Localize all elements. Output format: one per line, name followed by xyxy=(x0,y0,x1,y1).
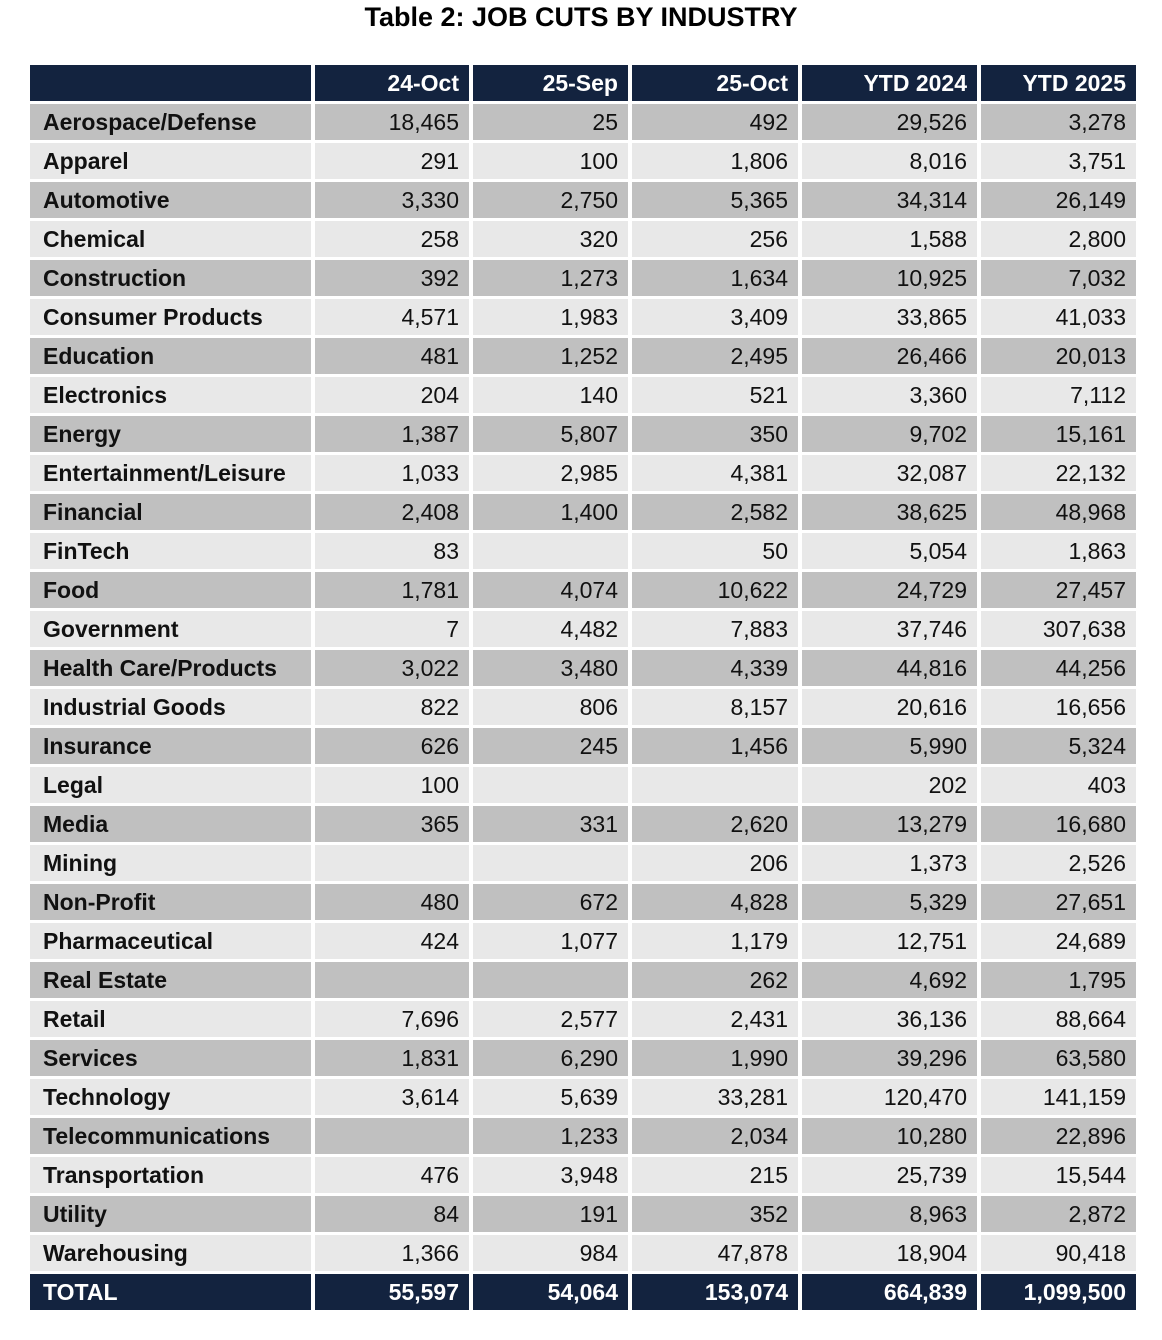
value-cell: 3,948 xyxy=(473,1157,628,1193)
value-cell: 2,034 xyxy=(632,1118,798,1154)
value-cell: 4,339 xyxy=(632,650,798,686)
industry-label: Health Care/Products xyxy=(30,650,311,686)
value-cell: 33,865 xyxy=(802,299,977,335)
industry-label: Utility xyxy=(30,1196,311,1232)
value-cell: 424 xyxy=(315,923,469,959)
value-cell: 44,816 xyxy=(802,650,977,686)
value-cell: 7,883 xyxy=(632,611,798,647)
value-cell: 5,807 xyxy=(473,416,628,452)
industry-label: Services xyxy=(30,1040,311,1076)
value-cell: 4,482 xyxy=(473,611,628,647)
table-row xyxy=(30,182,1136,218)
value-cell: 12,751 xyxy=(802,923,977,959)
value-cell: 215 xyxy=(632,1157,798,1193)
value-cell: 22,896 xyxy=(981,1118,1136,1154)
total-cell: 55,597 xyxy=(315,1274,469,1310)
table-row xyxy=(30,143,1136,179)
table-row xyxy=(30,1079,1136,1115)
value-cell: 24,729 xyxy=(802,572,977,608)
value-cell: 1,233 xyxy=(473,1118,628,1154)
job-cuts-table xyxy=(26,62,1140,1313)
industry-label: Technology xyxy=(30,1079,311,1115)
industry-label: Construction xyxy=(30,260,311,296)
value-cell: 15,161 xyxy=(981,416,1136,452)
table-row xyxy=(30,1118,1136,1154)
value-cell: 822 xyxy=(315,689,469,725)
value-cell: 1,366 xyxy=(315,1235,469,1271)
value-cell: 206 xyxy=(632,845,798,881)
value-cell: 1,373 xyxy=(802,845,977,881)
value-cell: 1,273 xyxy=(473,260,628,296)
table-row xyxy=(30,962,1136,998)
value-cell: 20,616 xyxy=(802,689,977,725)
table-row xyxy=(30,1040,1136,1076)
industry-label: Government xyxy=(30,611,311,647)
industry-label: Consumer Products xyxy=(30,299,311,335)
table-row xyxy=(30,767,1136,803)
value-cell: 476 xyxy=(315,1157,469,1193)
value-cell: 2,872 xyxy=(981,1196,1136,1232)
value-cell: 2,495 xyxy=(632,338,798,374)
table-row xyxy=(30,1235,1136,1271)
value-cell: 7,112 xyxy=(981,377,1136,413)
value-cell: 1,863 xyxy=(981,533,1136,569)
industry-label: Education xyxy=(30,338,311,374)
value-cell: 9,702 xyxy=(802,416,977,452)
value-cell: 39,296 xyxy=(802,1040,977,1076)
value-cell: 33,281 xyxy=(632,1079,798,1115)
value-cell: 10,925 xyxy=(802,260,977,296)
value-cell xyxy=(315,1118,469,1154)
table-row xyxy=(30,299,1136,335)
value-cell: 521 xyxy=(632,377,798,413)
table-row xyxy=(30,611,1136,647)
value-cell: 8,016 xyxy=(802,143,977,179)
industry-label: Entertainment/Leisure xyxy=(30,455,311,491)
value-cell: 1,077 xyxy=(473,923,628,959)
value-cell: 191 xyxy=(473,1196,628,1232)
industry-label: Legal xyxy=(30,767,311,803)
value-cell: 25 xyxy=(473,104,628,140)
value-cell: 4,074 xyxy=(473,572,628,608)
value-cell: 1,588 xyxy=(802,221,977,257)
value-cell: 7,696 xyxy=(315,1001,469,1037)
industry-label: Financial xyxy=(30,494,311,530)
value-cell: 204 xyxy=(315,377,469,413)
table-row xyxy=(30,572,1136,608)
column-header-industry xyxy=(30,65,311,101)
value-cell: 1,179 xyxy=(632,923,798,959)
value-cell: 13,279 xyxy=(802,806,977,842)
industry-label: Apparel xyxy=(30,143,311,179)
industry-label: Pharmaceutical xyxy=(30,923,311,959)
value-cell: 2,526 xyxy=(981,845,1136,881)
table-row xyxy=(30,1001,1136,1037)
industry-label: Mining xyxy=(30,845,311,881)
value-cell: 16,680 xyxy=(981,806,1136,842)
value-cell: 1,634 xyxy=(632,260,798,296)
value-cell: 3,330 xyxy=(315,182,469,218)
value-cell: 8,157 xyxy=(632,689,798,725)
value-cell: 18,465 xyxy=(315,104,469,140)
value-cell: 4,571 xyxy=(315,299,469,335)
value-cell: 24,689 xyxy=(981,923,1136,959)
value-cell: 15,544 xyxy=(981,1157,1136,1193)
value-cell: 7,032 xyxy=(981,260,1136,296)
value-cell: 26,466 xyxy=(802,338,977,374)
value-cell: 5,324 xyxy=(981,728,1136,764)
table-row xyxy=(30,1157,1136,1193)
value-cell: 256 xyxy=(632,221,798,257)
value-cell: 10,622 xyxy=(632,572,798,608)
industry-label: Real Estate xyxy=(30,962,311,998)
value-cell xyxy=(315,845,469,881)
value-cell: 32,087 xyxy=(802,455,977,491)
industry-label: Electronics xyxy=(30,377,311,413)
industry-label: Industrial Goods xyxy=(30,689,311,725)
table-body xyxy=(30,104,1136,1271)
table-row xyxy=(30,494,1136,530)
total-label: TOTAL xyxy=(30,1274,311,1310)
value-cell: 5,639 xyxy=(473,1079,628,1115)
value-cell: 34,314 xyxy=(802,182,977,218)
value-cell: 2,582 xyxy=(632,494,798,530)
industry-label: Warehousing xyxy=(30,1235,311,1271)
industry-label: Retail xyxy=(30,1001,311,1037)
value-cell: 3,022 xyxy=(315,650,469,686)
table-row xyxy=(30,104,1136,140)
value-cell: 36,136 xyxy=(802,1001,977,1037)
value-cell: 2,985 xyxy=(473,455,628,491)
total-cell: 153,074 xyxy=(632,1274,798,1310)
industry-label: Aerospace/Defense xyxy=(30,104,311,140)
value-cell: 1,456 xyxy=(632,728,798,764)
value-cell: 480 xyxy=(315,884,469,920)
value-cell: 1,033 xyxy=(315,455,469,491)
value-cell: 2,431 xyxy=(632,1001,798,1037)
value-cell: 5,990 xyxy=(802,728,977,764)
value-cell: 331 xyxy=(473,806,628,842)
value-cell: 141,159 xyxy=(981,1079,1136,1115)
table-row xyxy=(30,455,1136,491)
table-row xyxy=(30,884,1136,920)
table-row xyxy=(30,221,1136,257)
value-cell: 245 xyxy=(473,728,628,764)
value-cell: 27,651 xyxy=(981,884,1136,920)
table-row xyxy=(30,728,1136,764)
value-cell: 352 xyxy=(632,1196,798,1232)
value-cell: 403 xyxy=(981,767,1136,803)
value-cell xyxy=(473,533,628,569)
value-cell: 3,614 xyxy=(315,1079,469,1115)
value-cell: 63,580 xyxy=(981,1040,1136,1076)
value-cell: 37,746 xyxy=(802,611,977,647)
value-cell: 22,132 xyxy=(981,455,1136,491)
value-cell: 47,878 xyxy=(632,1235,798,1271)
value-cell: 6,290 xyxy=(473,1040,628,1076)
table-row xyxy=(30,377,1136,413)
value-cell: 1,781 xyxy=(315,572,469,608)
value-cell: 2,577 xyxy=(473,1001,628,1037)
value-cell: 1,983 xyxy=(473,299,628,335)
column-header-ytd-2024: YTD 2024 xyxy=(802,65,977,101)
value-cell: 2,408 xyxy=(315,494,469,530)
value-cell: 1,387 xyxy=(315,416,469,452)
value-cell: 120,470 xyxy=(802,1079,977,1115)
table-row xyxy=(30,1196,1136,1232)
table-row xyxy=(30,806,1136,842)
value-cell: 25,739 xyxy=(802,1157,977,1193)
value-cell: 1,252 xyxy=(473,338,628,374)
industry-label: Insurance xyxy=(30,728,311,764)
value-cell: 291 xyxy=(315,143,469,179)
table-row xyxy=(30,260,1136,296)
value-cell: 626 xyxy=(315,728,469,764)
value-cell: 5,329 xyxy=(802,884,977,920)
value-cell xyxy=(473,845,628,881)
industry-label: Food xyxy=(30,572,311,608)
header-row xyxy=(30,65,1136,101)
value-cell: 481 xyxy=(315,338,469,374)
value-cell: 1,806 xyxy=(632,143,798,179)
industry-label: Media xyxy=(30,806,311,842)
industry-label: Automotive xyxy=(30,182,311,218)
table-row xyxy=(30,416,1136,452)
value-cell: 100 xyxy=(473,143,628,179)
industry-label: Telecommunications xyxy=(30,1118,311,1154)
value-cell: 8,963 xyxy=(802,1196,977,1232)
value-cell: 38,625 xyxy=(802,494,977,530)
value-cell: 48,968 xyxy=(981,494,1136,530)
value-cell: 1,990 xyxy=(632,1040,798,1076)
value-cell: 492 xyxy=(632,104,798,140)
value-cell: 4,692 xyxy=(802,962,977,998)
value-cell xyxy=(473,767,628,803)
value-cell: 26,149 xyxy=(981,182,1136,218)
value-cell: 4,381 xyxy=(632,455,798,491)
value-cell: 83 xyxy=(315,533,469,569)
value-cell: 50 xyxy=(632,533,798,569)
industry-label: Energy xyxy=(30,416,311,452)
table-row xyxy=(30,338,1136,374)
value-cell: 5,054 xyxy=(802,533,977,569)
value-cell: 307,638 xyxy=(981,611,1136,647)
industry-label: FinTech xyxy=(30,533,311,569)
value-cell: 2,750 xyxy=(473,182,628,218)
value-cell: 806 xyxy=(473,689,628,725)
value-cell: 88,664 xyxy=(981,1001,1136,1037)
value-cell: 16,656 xyxy=(981,689,1136,725)
table-row xyxy=(30,533,1136,569)
total-cell: 664,839 xyxy=(802,1274,977,1310)
column-header-25-oct: 25-Oct xyxy=(632,65,798,101)
total-row xyxy=(30,1274,1136,1310)
value-cell: 320 xyxy=(473,221,628,257)
value-cell: 44,256 xyxy=(981,650,1136,686)
value-cell xyxy=(473,962,628,998)
value-cell: 3,409 xyxy=(632,299,798,335)
value-cell xyxy=(632,767,798,803)
value-cell: 672 xyxy=(473,884,628,920)
value-cell: 1,795 xyxy=(981,962,1136,998)
value-cell: 258 xyxy=(315,221,469,257)
value-cell: 984 xyxy=(473,1235,628,1271)
column-header-ytd-2025: YTD 2025 xyxy=(981,65,1136,101)
value-cell: 1,400 xyxy=(473,494,628,530)
total-cell: 54,064 xyxy=(473,1274,628,1310)
value-cell: 41,033 xyxy=(981,299,1136,335)
value-cell: 3,480 xyxy=(473,650,628,686)
value-cell: 350 xyxy=(632,416,798,452)
column-header-25-sep: 25-Sep xyxy=(473,65,628,101)
value-cell: 262 xyxy=(632,962,798,998)
value-cell: 2,620 xyxy=(632,806,798,842)
industry-label: Transportation xyxy=(30,1157,311,1193)
table-row xyxy=(30,650,1136,686)
value-cell: 392 xyxy=(315,260,469,296)
value-cell xyxy=(315,962,469,998)
value-cell: 29,526 xyxy=(802,104,977,140)
table-row xyxy=(30,689,1136,725)
value-cell: 20,013 xyxy=(981,338,1136,374)
value-cell: 84 xyxy=(315,1196,469,1232)
total-cell: 1,099,500 xyxy=(981,1274,1136,1310)
value-cell: 202 xyxy=(802,767,977,803)
value-cell: 3,360 xyxy=(802,377,977,413)
value-cell: 3,751 xyxy=(981,143,1136,179)
value-cell: 10,280 xyxy=(802,1118,977,1154)
value-cell: 5,365 xyxy=(632,182,798,218)
value-cell: 90,418 xyxy=(981,1235,1136,1271)
value-cell: 140 xyxy=(473,377,628,413)
table-row xyxy=(30,923,1136,959)
column-header-24-oct: 24-Oct xyxy=(315,65,469,101)
value-cell: 18,904 xyxy=(802,1235,977,1271)
value-cell: 100 xyxy=(315,767,469,803)
table-row xyxy=(30,845,1136,881)
value-cell: 7 xyxy=(315,611,469,647)
value-cell: 3,278 xyxy=(981,104,1136,140)
value-cell: 1,831 xyxy=(315,1040,469,1076)
value-cell: 365 xyxy=(315,806,469,842)
industry-label: Non-Profit xyxy=(30,884,311,920)
value-cell: 2,800 xyxy=(981,221,1136,257)
industry-label: Chemical xyxy=(30,221,311,257)
table-title: Table 2: JOB CUTS BY INDUSTRY xyxy=(364,2,798,32)
value-cell: 27,457 xyxy=(981,572,1136,608)
value-cell: 4,828 xyxy=(632,884,798,920)
